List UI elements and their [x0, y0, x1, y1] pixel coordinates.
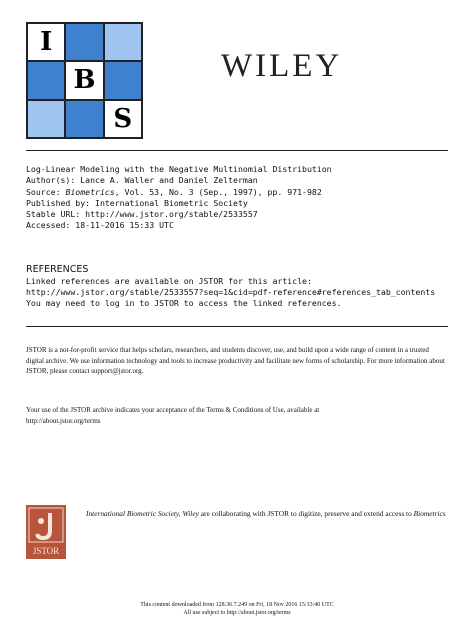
references-link[interactable]: http://www.jstor.org/stable/2533557?seq=1&cid=pdf-reference#references_tab_contents — [26, 287, 436, 297]
references-login-note: You may need to log in to JSTOR to access the linked references. — [26, 298, 342, 308]
logo-cell — [65, 100, 103, 138]
collab-journal: Biometrics — [413, 509, 446, 518]
footer-download-note: This content downloaded from 128.36.7.249 on Fri, 18 Nov 2016 15:33:40 UTC — [140, 602, 334, 608]
logo-cell — [104, 23, 142, 61]
jstor-notice — [26, 345, 448, 377]
article-title: Log-Linear Modeling with the Negative Multinomial Distribution — [26, 164, 332, 174]
collaboration-block — [26, 505, 448, 565]
svg-text:JSTOR: JSTOR — [32, 546, 60, 556]
references-section — [26, 264, 435, 309]
middle-divider — [26, 326, 448, 327]
source-journal: Biometrics — [65, 186, 115, 197]
ibs-logo — [26, 22, 143, 139]
references-intro: Linked references are available on JSTOR for this article: — [26, 276, 312, 286]
logo-cell — [27, 100, 65, 138]
terms-text: Your use of the JSTOR archive indicates your acceptance of the Terms & Conditions of Use, available at — [26, 406, 320, 414]
logo-cell-b: B — [65, 61, 103, 99]
page-footer — [0, 601, 474, 617]
article-metadata — [26, 164, 332, 232]
logo-cell-s: S — [104, 100, 142, 138]
published-by: Published by: International Biometric Society — [26, 197, 248, 208]
footer-terms-note: All use subject to http://about.jstor.org/terms — [183, 610, 291, 616]
article-authors: Author(s): Lance A. Waller and Daniel Zelterman — [26, 175, 258, 186]
notice-text: JSTOR is a not-for-profit service that helps scholars, researchers, and students discover, use, and build upon a wide range of content in a trusted digital archive. We use information technology and tools to increase productivity and facilitate new forms of scholarship. For more information about JSTOR, please contact support@jstor.org. — [26, 346, 445, 375]
logo-cell — [27, 61, 65, 99]
collab-orgs: International Biometric Society, Wiley — [86, 509, 199, 518]
publisher-logo: WILEY — [221, 48, 343, 84]
jstor-logo — [26, 505, 66, 559]
logo-cell — [104, 61, 142, 99]
accessed-date: Accessed: 18-11-2016 15:33 UTC — [26, 220, 174, 231]
references-heading: REFERENCES — [26, 264, 89, 275]
logo-cell — [65, 23, 103, 61]
collaboration-text: International Biometric Society, Wiley are collaborating with JSTOR to digitize, preserve and extend access to Biometrics — [86, 509, 446, 518]
stable-url-link[interactable]: Stable URL: http://www.jstor.org/stable/2533557 — [26, 209, 258, 220]
logo-cell-i: I — [27, 23, 65, 61]
terms-notice — [26, 405, 448, 426]
top-divider — [26, 150, 448, 151]
terms-link[interactable]: http://about.jstor.org/terms — [26, 416, 101, 425]
article-source: Source: Biometrics, Vol. 53, No. 3 (Sep., 1997), pp. 971-982 — [26, 186, 322, 197]
